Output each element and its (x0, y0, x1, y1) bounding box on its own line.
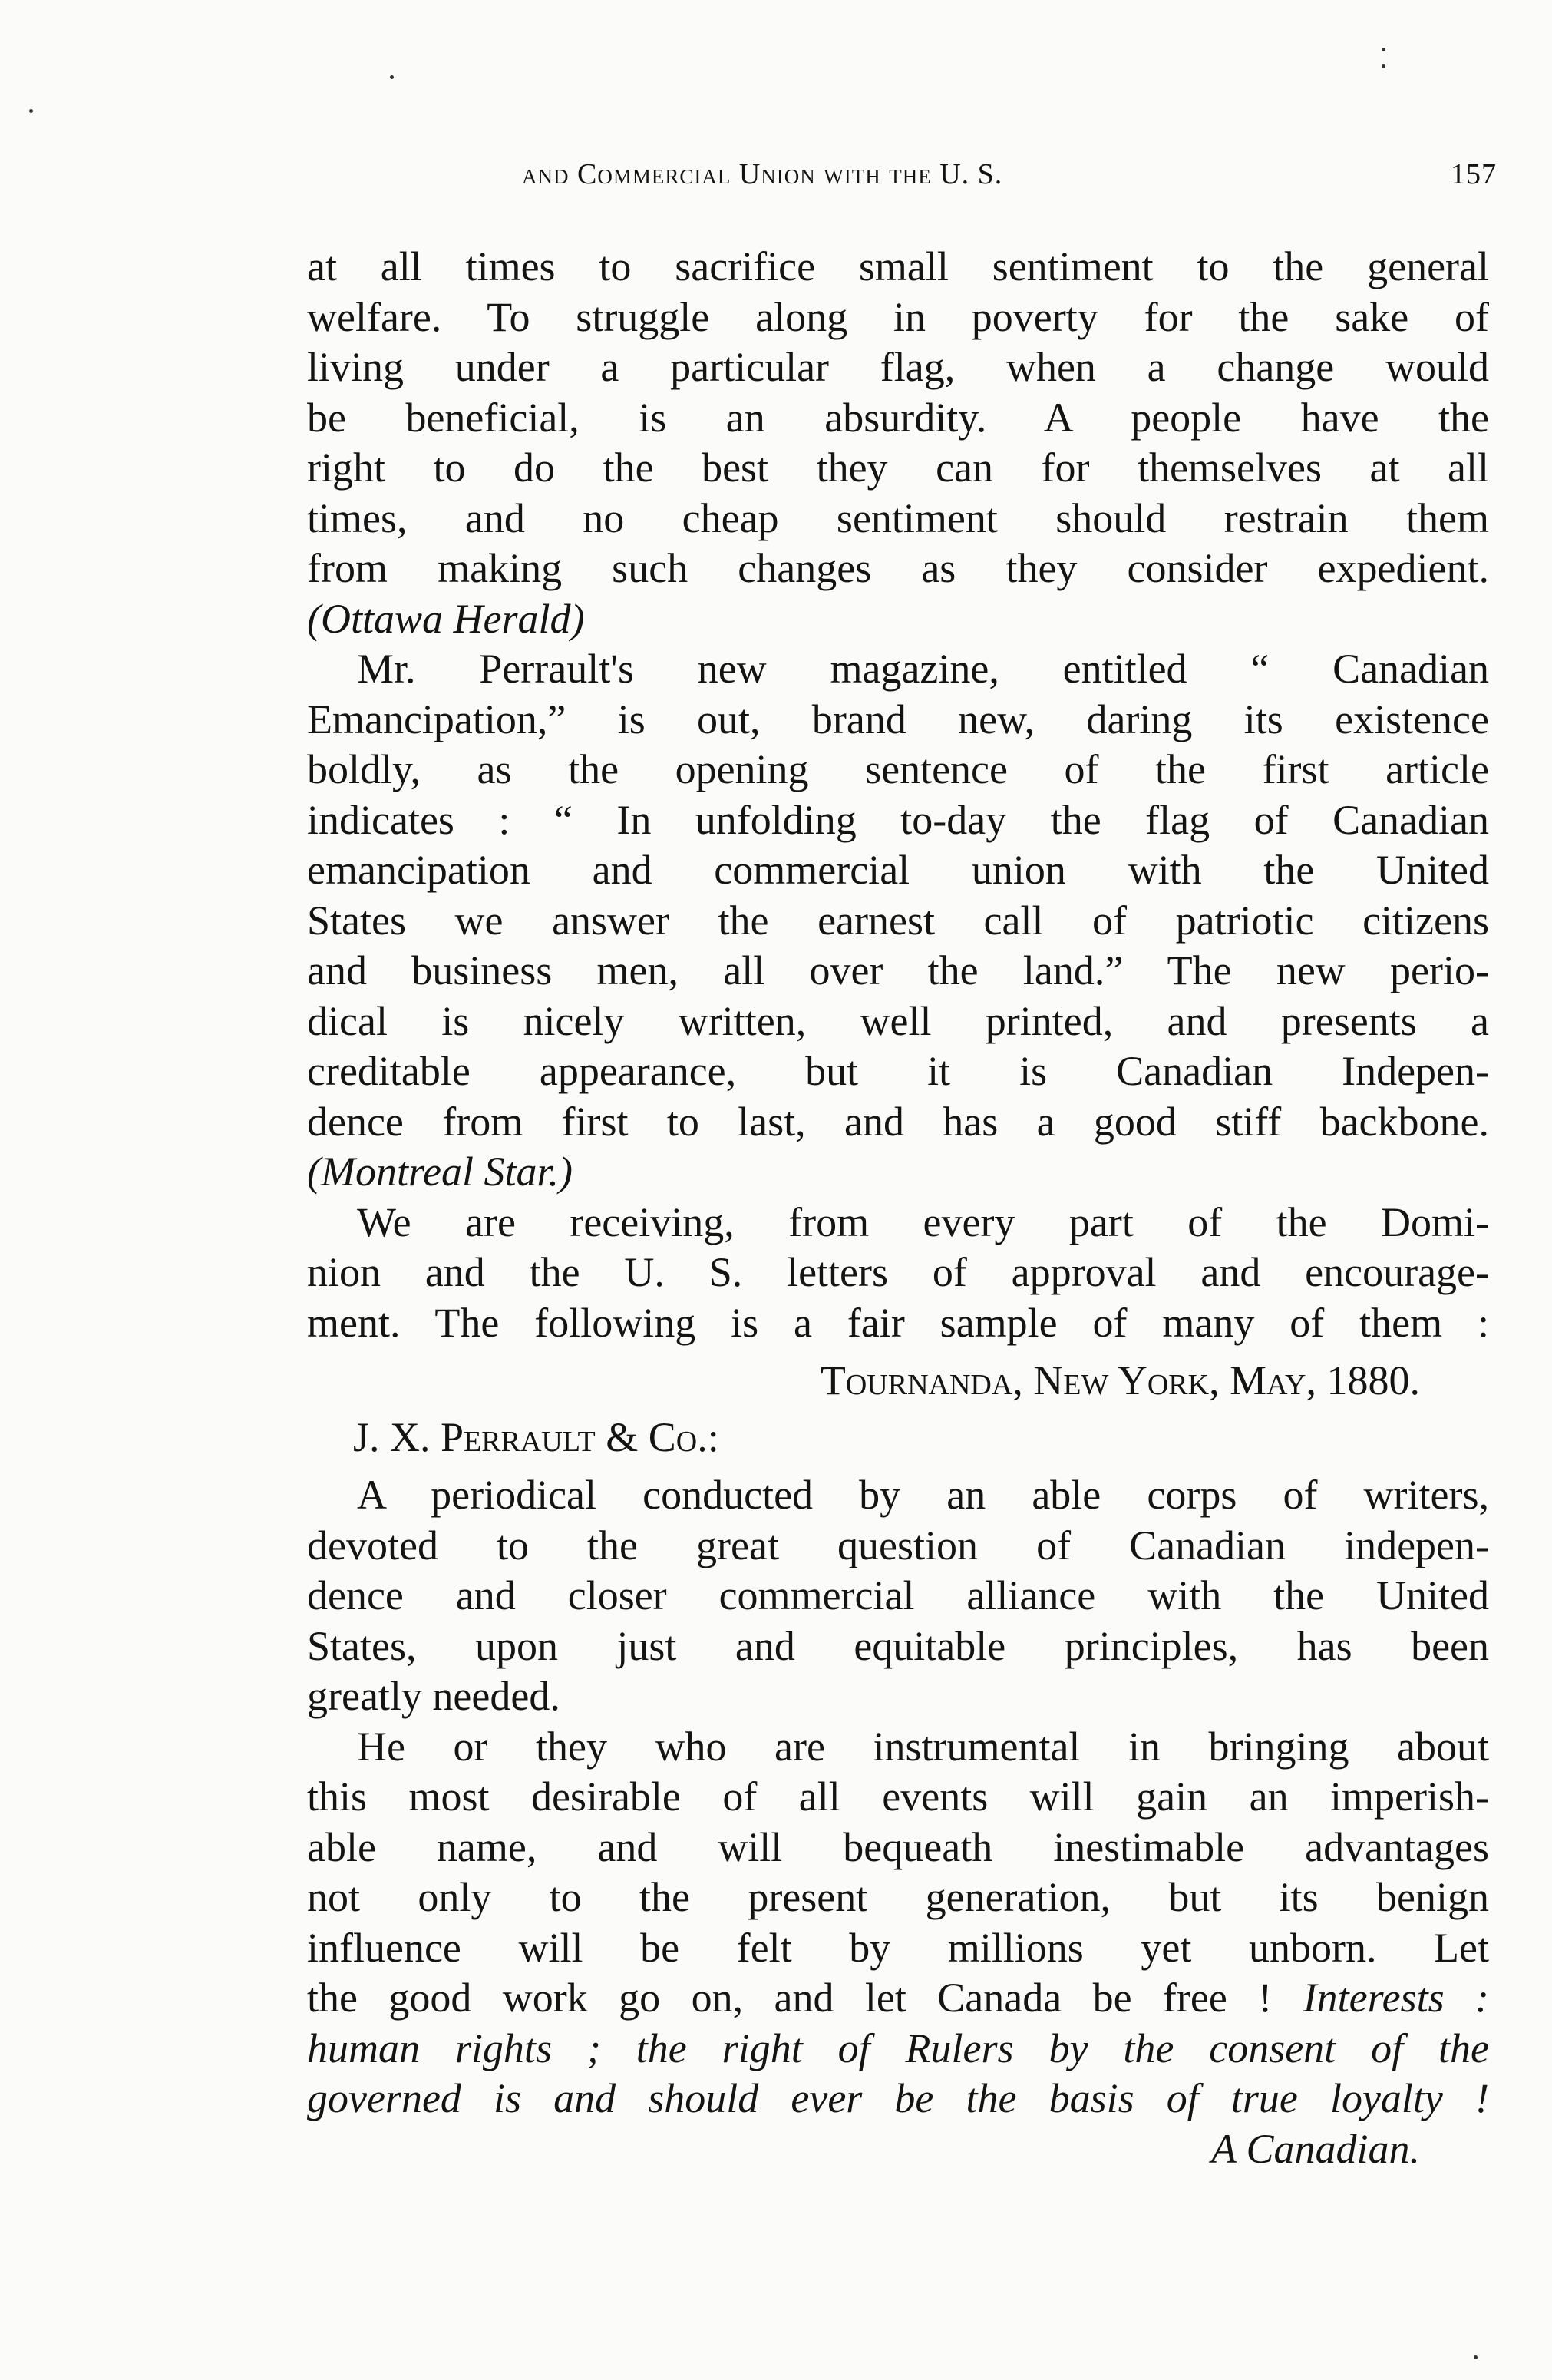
text-line: human rights ; the right of Rulers by the consent of the (307, 2025, 1489, 2071)
text-line: A periodical conducted by an able corps of writers, (357, 1472, 1489, 1518)
letter-signature: A Canadian. (1210, 2125, 1420, 2172)
text-line: ment. The following is a fair sample of many of them : (307, 1299, 1489, 1346)
text-line (307, 1973, 1489, 2024)
text-line: Mr. Perrault's new magazine, entitled “ Canadian (357, 646, 1489, 692)
text-line: States, upon just and equitable principles, has been (307, 1622, 1489, 1669)
text-line: this most desirable of all events will gain an imperish- (307, 1773, 1489, 1820)
text-line: not only to the present generation, but its benign (307, 1874, 1489, 1920)
text-line: living under a particular flag, when a change would (307, 344, 1489, 390)
text-line: welfare. To struggle along in poverty for the sake of (307, 293, 1489, 340)
source-citation: (Ottawa Herald) (307, 595, 585, 642)
text-line: from making such changes as they consider expedient. (307, 545, 1489, 591)
letter-dateline: Tournanda, New York, May, 1880. (820, 1357, 1420, 1403)
text-line: at all times to sacrifice small sentiment to the general (307, 243, 1489, 289)
text-line: nion and the U. S. letters of approval and encourage- (307, 1249, 1489, 1295)
source-citation: (Montreal Star.) (307, 1149, 573, 1195)
text-line: right to do the best they can for themselves at all (307, 445, 1489, 491)
text-line: be beneficial, is an absurdity. A people have the (307, 394, 1489, 441)
letter-salutation: J. X. Perrault & Co.: (353, 1413, 719, 1460)
text-line: dence from first to last, and has a good stiff backbone. (307, 1098, 1489, 1145)
text-line: Emancipation,” is out, brand new, daring its existence (307, 696, 1489, 742)
ink-speck (1382, 64, 1385, 68)
text-line: greatly needed. (307, 1673, 560, 1719)
page-number: 157 (1451, 158, 1497, 190)
text-line: dence and closer commercial alliance with the United (307, 1572, 1489, 1618)
ink-speck (1474, 2355, 1478, 2359)
text-line: influence will be felt by millions yet unborn. Let (307, 1924, 1489, 1971)
text-line: indicates : “ In unfolding to-day the flag of Canadian (307, 796, 1489, 843)
text-line: States we answer the earnest call of patriotic citizens (307, 897, 1489, 944)
running-title: and Commercial Union with the U. S. (522, 158, 1003, 190)
body-text (307, 242, 1489, 2174)
text-line: times, and no cheap sentiment should restrain them (307, 494, 1489, 541)
text-line: We are receiving, from every part of the Domi- (357, 1198, 1489, 1245)
text-line: boldly, as the opening sentence of the first article (307, 746, 1489, 792)
text-line: dical is nicely written, well printed, and presents a (307, 997, 1489, 1044)
text-segment: the good work go on, and let Canada be free ! (307, 1975, 1303, 2021)
text-line: emancipation and commercial union with the United (307, 847, 1489, 893)
text-line: able name, and will bequeath inestimable advantages (307, 1823, 1489, 1870)
running-header (522, 157, 1497, 191)
ink-speck (390, 75, 394, 79)
italic-segment: Interests : (1303, 1975, 1489, 2021)
text-line: He or they who are instrumental in bringing about (357, 1723, 1489, 1770)
text-line: governed is and should ever be the basis of true loyalty ! (307, 2075, 1489, 2121)
text-line: creditable appearance, but it is Canadian Indepen- (307, 1048, 1489, 1094)
ink-speck (29, 109, 33, 113)
text-line: devoted to the great question of Canadian indepen- (307, 1522, 1489, 1568)
ink-speck (1382, 48, 1385, 51)
text-line: and business men, all over the land.” The new perio- (307, 947, 1489, 993)
